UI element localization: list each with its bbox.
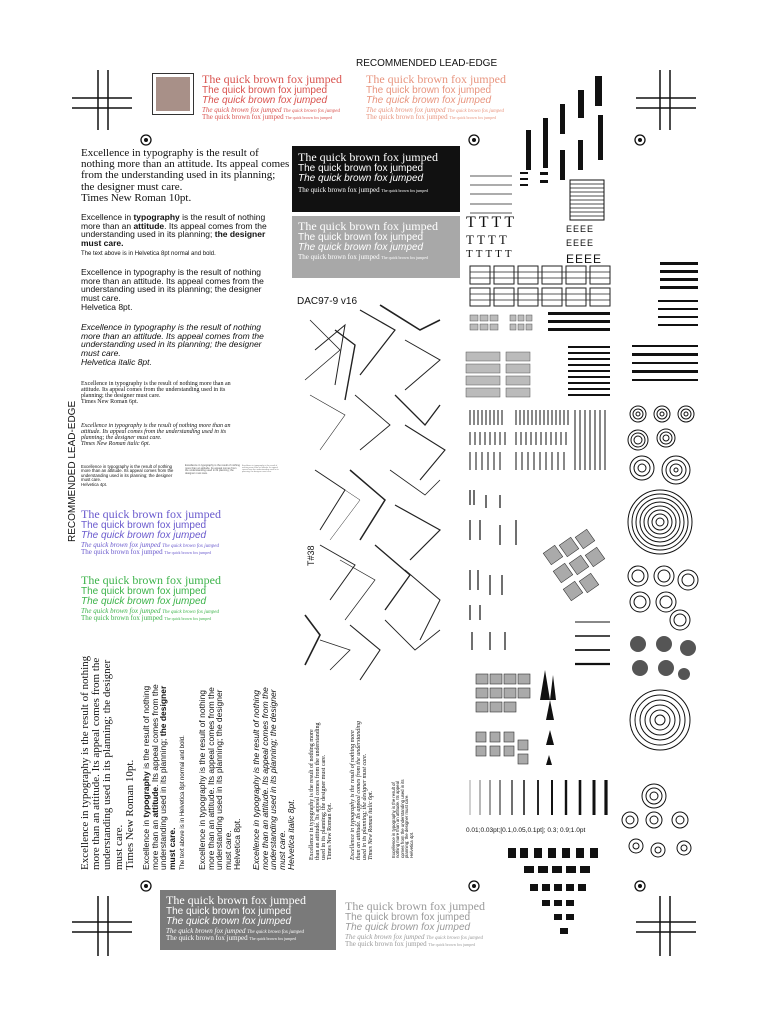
fox-sample-green: The quick brown fox jumped The quick brown fox jumped The quick brown fox jumped The quick brown fox jumped The quick brown fox jumped The quick brown fox jumped The quick brown fox jumped	[81, 573, 221, 622]
rotated-helvetica-italic-paragraph: Excellence in typography is the result of nothing more than an attitude. Its appeal comes from the understanding used in its planning; the designer must care. Helvetica italic 8pt.	[251, 687, 296, 870]
rotated-tnr-italic-6pt-paragraph: Excellence in typography is the result of nothing more than an attitude. Its appeal comes from the understanding used in its planning; the designer must care. Times New Roman italic 6pt.	[350, 721, 375, 860]
version-label: DAC97-9 v16	[297, 296, 358, 307]
rotated-helvetica-4pt-paragraph: Excellence in typography is the result of nothing more than an attitude. Its appeal comes from the understanding used in its planning; the designer must care. Helvetica 4pt.	[391, 779, 414, 858]
fox-sample-blue: The quick brown fox jumped The quick brown fox jumped The quick brown fox jumped The quick brown fox jumped The quick brown fox jumped The quick brown fox jumped The quick brown fox jumped	[81, 507, 221, 556]
e-glyph-row-1: EEEE	[566, 224, 595, 234]
lead-edge-side-label: RECOMMENDED LEAD-EDGE	[67, 400, 78, 542]
line-weight-label: 0.01;0.03pt;[0.1,0.05,0.1pt]; 0.3; 0.9;1.0pt	[466, 827, 586, 834]
t-glyph-row-medium: TTTT	[466, 232, 510, 247]
fox-sample-black-box: The quick brown fox jumped The quick brown fox jumped The quick brown fox jumped The quick brown fox jumped The quick brown fox jumped	[292, 146, 460, 212]
e-glyph-row-3: EEEE	[566, 252, 603, 266]
fox-sample-dark-gray-box: The quick brown fox jumped The quick brown fox jumped The quick brown fox jumped The quick brown fox jumped The quick brown fox jumped The quick brown fox jumped The quick brown fox jumped	[160, 890, 336, 950]
lead-edge-top-label: RECOMMENDED LEAD-EDGE	[356, 58, 498, 69]
rotated-helvetica-bold-paragraph: Excellence in typography is the result of nothing more than an attitude. Its appeal comes from the understanding used in its planning; the designer must care. The text above is in Helvetica 8pt normal and bold.	[141, 684, 186, 870]
tnr-italic-6pt-paragraph: Excellence in typography is the result of nothing more than an attitude. Its appeal comes from the understanding used in its planning; the designer must care. Times New Roman italic 6pt.	[81, 423, 231, 448]
helvetica-bold-paragraph: Excellence in typography is the result of nothing more than an attitude. Its appeal comes from the understanding used in its planning; the designer must care. The text above is in Helvetica 8pt normal and bold.	[81, 212, 267, 257]
fox-sample-gray-text: The quick brown fox jumped The quick brown fox jumped The quick brown fox jumped The quick brown fox jumped The quick brown fox jumped The quick brown fox jumped The quick brown fox jumped	[345, 899, 485, 948]
helvetica-8pt-paragraph: Excellence in typography is the result of nothing more than an attitude. Its appeal comes from the understanding used in its planning; the designer must care. Helvetica 8pt.	[81, 267, 264, 312]
e-glyph-row-2: EEEE	[566, 238, 595, 248]
fox-sample-salmon: The quick brown fox jumped The quick brown fox jumped The quick brown fox jumped The quick brown fox jumped The quick brown fox jumped The quick brown fox jumped The quick brown fox jumped	[366, 72, 506, 121]
helvetica-4pt-paragraph: Excellence in typography is the result of nothing more than an attitude. Its appeal comes from the understanding used in its planning; the designer must care. Helvetica 4pt.	[81, 464, 174, 487]
rotated-helvetica-8pt-paragraph: Excellence in typography is the result of nothing more than an attitude. Its appeal comes from the understanding used in its planning; the designer must care. Helvetica 8pt.	[197, 687, 242, 870]
rotated-tnr-6pt-paragraph: Excellence in typography is the result of nothing more than an attitude. Its appeal comes from the understanding used in its planning; the designer must care. Times New Roman 6pt.	[309, 722, 334, 860]
t-glyph-row-small: TTTTT	[466, 248, 515, 260]
fox-sample-gray-box: The quick brown fox jumped The quick brown fox jumped The quick brown fox jumped The quick brown fox jumped The quick brown fox jumped	[292, 216, 460, 278]
helvetica-tiny-paragraph: Excellence in typography is the result of nothing more than an attitude. Its appeal comes from the understanding used in its planning; the designer must care.	[185, 464, 240, 475]
tnr-6pt-paragraph: Excellence in typography is the result of nothing more than an attitude. Its appeal comes from the understanding used in its planning; the designer must care. Times New Roman 6pt.	[81, 381, 231, 406]
rotated-tnr-10pt-paragraph: Excellence in typography is the result of nothing more than an attitude. Its appeal comes from the understanding used in its planning; the designer must care. Times New Roman 10pt.	[79, 655, 136, 870]
t-glyph-row-large: TTTT	[466, 214, 518, 231]
t-number-label: T#38	[306, 545, 316, 566]
fox-sample-red: The quick brown fox jumped The quick brown fox jumped The quick brown fox jumped The quick brown fox jumped The quick brown fox jumped The quick brown fox jumped The quick brown fox jumped	[202, 72, 342, 121]
helvetica-italic-paragraph: Excellence in typography is the result of nothing more than an attitude. Its appeal comes from the understanding used in its planning; the designer must care. Helvetica italic 8pt.	[81, 322, 264, 367]
helvetica-tiny-paragraph-2: Excellence in typography is the result of nothing more than an attitude. Its appeal comes from the understanding used in its planning; the designer must care.	[242, 465, 279, 474]
color-swatch	[152, 73, 194, 115]
tnr-10pt-paragraph: Excellence in typography is the result of nothing more than an attitude. Its appeal comes from the understanding used in its planning; the designer must care. Times New Roman 10pt.	[81, 147, 290, 204]
